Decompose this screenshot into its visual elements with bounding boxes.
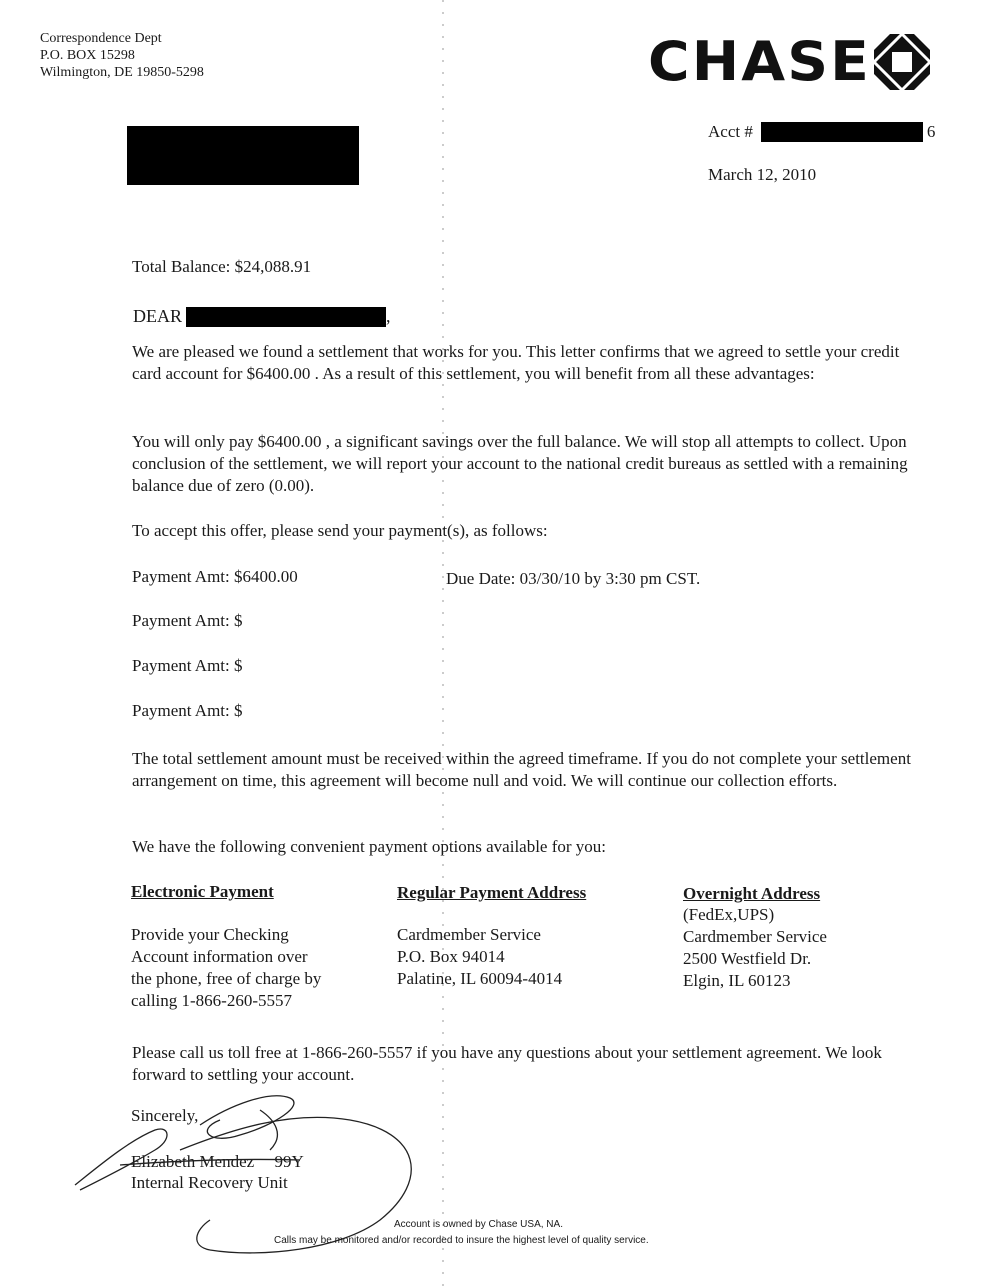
option-electronic-body [131, 924, 321, 1012]
option-overnight [683, 884, 827, 992]
chase-logo [648, 30, 932, 93]
option-electronic-line: Provide your Checking [131, 925, 289, 944]
option-regular [397, 883, 586, 990]
option-regular-body [397, 924, 586, 990]
option-regular-line: Palatine, IL 60094-4014 [397, 969, 563, 988]
option-electronic [131, 882, 321, 1012]
salutation-suffix: , [386, 306, 391, 326]
redacted-recipient-name [186, 307, 386, 327]
signer-code: 99Y [274, 1152, 304, 1171]
account-suffix: 6 [926, 122, 936, 141]
option-electronic-line: the phone, free of charge by [131, 969, 322, 988]
option-overnight-line: (FedEx,UPS) [683, 905, 775, 924]
option-overnight-line: Cardmember Service [683, 927, 827, 946]
salutation [133, 306, 391, 327]
sender-line-2: P.O. BOX 15298 [40, 48, 135, 63]
payment-amount-3: Payment Amt: $ [132, 656, 243, 675]
sender-line-1: Correspondence Dept [40, 31, 162, 46]
payment-amount-1: Payment Amt: $6400.00 [132, 567, 298, 586]
payment-due-date-1: Due Date: 03/30/10 by 3:30 pm CST. [446, 569, 701, 588]
option-regular-heading: Regular Payment Address [397, 883, 587, 902]
option-overnight-line: 2500 Westfield Dr. [683, 949, 812, 968]
option-electronic-line: calling 1-866-260-5557 [131, 991, 292, 1010]
paragraph-settlement-intro: We are pleased we found a settlement that works for you. This letter confirms that we agreed to settle your credit card account for $6400.00 . As a result of this settlement, you will benefit from all these advantages: [132, 342, 900, 383]
payment-amount-2: Payment Amt: $ [132, 611, 243, 630]
sender-address [40, 30, 204, 81]
option-regular-line: P.O. Box 94014 [397, 947, 505, 966]
sender-line-3: Wilmington, DE 19850-5298 [40, 65, 204, 80]
footer-monitoring-notice: Calls may be monitored and/or recorded to insure the highest level of quality service. [274, 1235, 649, 1246]
option-overnight-line: Elgin, IL 60123 [683, 971, 791, 990]
option-overnight-heading: Overnight Address [683, 884, 821, 903]
option-electronic-line: Account information over [131, 947, 308, 966]
handwritten-signature [60, 1070, 460, 1260]
paragraph-contact: Please call us toll free at 1-866-260-5557 if you have any questions about your settlement agreement. We look forward to settling your account. [132, 1043, 882, 1084]
signer-name: Elizabeth Mendez [131, 1152, 255, 1171]
valediction: Sincerely, [131, 1106, 199, 1125]
option-overnight-body [683, 904, 827, 992]
paragraph-accept-offer: To accept this offer, please send your payment(s), as follows: [132, 521, 548, 540]
paragraph-savings: You will only pay $6400.00 , a significant savings over the full balance. We will stop all attempts to collect. Upon conclusion of the settlement, we will report your account to the national credit bureaus as settled with a remaining balance due of zero (0.00). [132, 432, 908, 495]
option-regular-line: Cardmember Service [397, 925, 541, 944]
option-electronic-heading: Electronic Payment [131, 882, 274, 901]
paragraph-payment-options: We have the following convenient payment options available for you: [132, 837, 607, 856]
salutation-prefix: DEAR [133, 306, 182, 326]
letter-date: March 12, 2010 [708, 165, 817, 184]
paragraph-timeframe: The total settlement amount must be received within the agreed timeframe. If you do not complete your settlement arrangement on time, this agreement will become null and void. We will continue our collection efforts. [132, 749, 911, 790]
account-number [708, 122, 935, 142]
redacted-recipient-address [127, 126, 359, 185]
total-balance: Total Balance: $24,088.91 [132, 257, 312, 276]
account-label: Acct # [708, 122, 753, 141]
logo-text: CHASE [648, 30, 872, 93]
chase-octagon-icon [872, 32, 932, 92]
payment-amount-4: Payment Amt: $ [132, 701, 243, 720]
signer-unit: Internal Recovery Unit [131, 1173, 288, 1192]
footer-ownership: Account is owned by Chase USA, NA. [394, 1219, 563, 1230]
redacted-account-number [761, 122, 923, 142]
